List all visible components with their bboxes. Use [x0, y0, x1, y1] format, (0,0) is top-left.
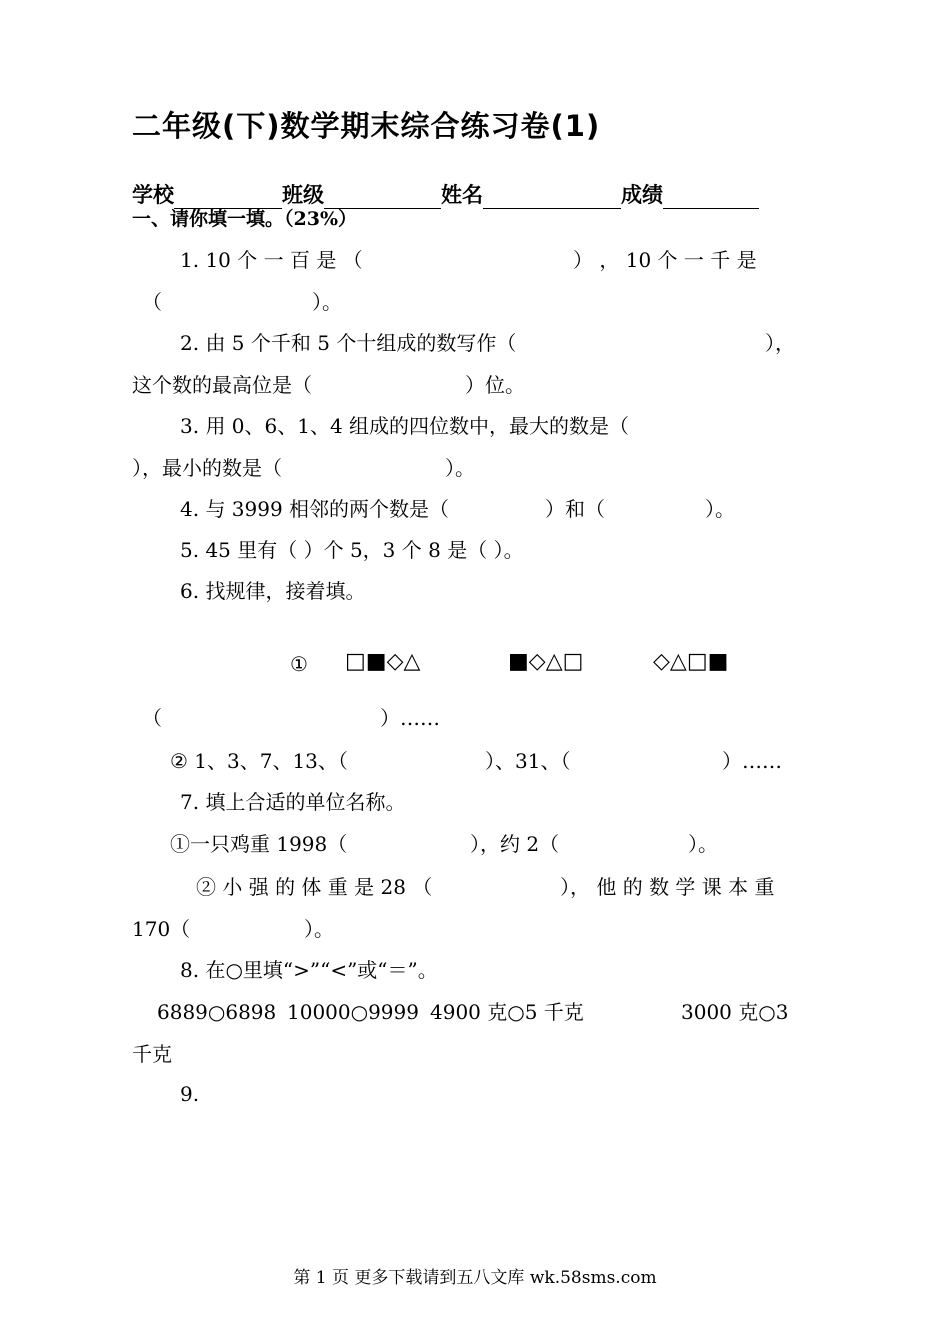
- q8-text: 8. 在○里填“>”“<”或“＝”。: [180, 958, 438, 982]
- q7-part-2-b: ）， 他 的 数 学 课 本 重: [560, 875, 775, 899]
- q6-pattern-2-b: ）、31、（: [485, 749, 571, 773]
- q8-comparison-3: 4900 克○5 千克: [430, 1000, 584, 1024]
- name-blank[interactable]: [483, 186, 621, 209]
- q1-part-d: ）。: [312, 290, 342, 314]
- q7-part-1-b: ），约 2（: [470, 832, 560, 856]
- q3-part-b: ），最小的数是（: [132, 456, 282, 480]
- page-title: 二年级(下)数学期末综合练习卷(1): [132, 109, 601, 143]
- q2-part-d: ）位。: [465, 373, 525, 397]
- q6-text: 6. 找规律，接着填。: [180, 579, 366, 603]
- q6-pattern-1-number: ①: [290, 652, 308, 676]
- score-label: 成绩: [621, 183, 663, 207]
- q7-part-1-c: ）。: [688, 832, 718, 856]
- q8-comparison-2: 10000○9999: [287, 1000, 419, 1024]
- q3-part-a: 3. 用 0、6、1、4 组成的四位数中，最大的数是（: [180, 414, 630, 438]
- q1-part-b: ） ， 10 个 一 千 是: [573, 248, 757, 272]
- q7-text: 7. 填上合适的单位名称。: [180, 790, 406, 814]
- q6-shape-group-2: ■◇△□: [508, 649, 584, 674]
- section-1-heading: 一、请你填一填。（23%）: [132, 208, 357, 230]
- score-blank[interactable]: [663, 186, 759, 209]
- q8-comparison-1: 6889○6898: [157, 1000, 277, 1024]
- q9-text: 9.: [180, 1082, 200, 1106]
- q7-part-2-a: ② 小 强 的 体 重 是 28 （: [196, 875, 433, 899]
- name-label: 姓名: [441, 183, 483, 207]
- q8-comparison-4: 3000 克○3: [681, 1000, 789, 1024]
- q6-shape-group-1: □■◇△: [345, 649, 421, 674]
- q5-text: 5. 45 里有（ ）个 5，3 个 8 是（ ）。: [180, 538, 524, 562]
- q7-part-2-d: ）。: [304, 917, 334, 941]
- q6-pattern-2-c: ）……: [722, 749, 782, 773]
- q4-part-b: ）和（: [545, 497, 605, 521]
- page-footer: 第 1 页 更多下载请到五八文库 wk.58sms.com: [293, 1268, 657, 1288]
- q6-shape-group-3: ◇△□■: [653, 649, 729, 674]
- q3-part-c: ）。: [445, 456, 475, 480]
- q6-pattern-1-open: （: [142, 706, 162, 730]
- q7-part-2-c: 170（: [132, 917, 191, 941]
- q2-part-b: ），: [765, 331, 795, 355]
- q2-part-a: 2. 由 5 个千和 5 个十组成的数写作（: [180, 331, 517, 355]
- q6-pattern-1-close: ）……: [380, 706, 440, 730]
- q2-part-c: 这个数的最高位是（: [132, 373, 312, 397]
- q4-part-a: 4. 与 3999 相邻的两个数是（: [180, 497, 450, 521]
- q6-pattern-2-a: ② 1、3、7、13、（: [170, 749, 348, 773]
- q8-comparison-4-cont: 千克: [132, 1042, 172, 1066]
- q1-part-c: （: [142, 290, 162, 314]
- q7-part-1-a: ①一只鸡重 1998（: [170, 832, 348, 856]
- q1-part-a: 1. 10 个 一 百 是 （: [180, 248, 363, 272]
- class-label: 班级: [282, 183, 324, 207]
- q4-part-c: ）。: [705, 497, 735, 521]
- school-label: 学校: [132, 183, 174, 207]
